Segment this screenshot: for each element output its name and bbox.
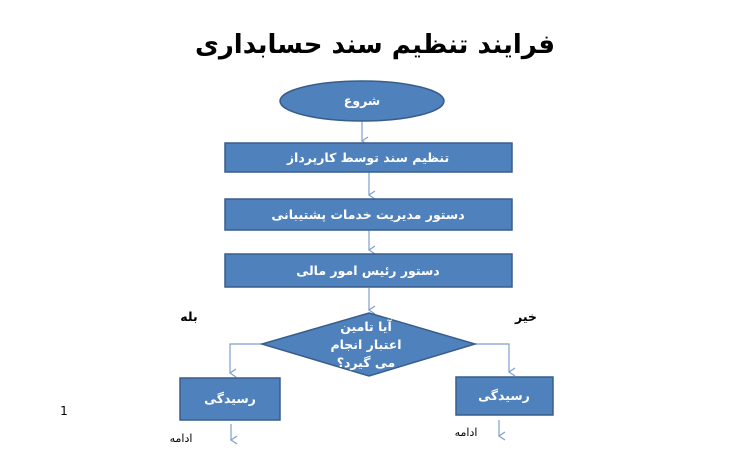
step1-label: تنظیم سند توسط کارپرداز	[286, 150, 450, 165]
arrow-no-branch	[475, 344, 509, 372]
page-number: 1	[60, 404, 68, 418]
process-step-3	[225, 254, 512, 287]
branch-no-label: خیر	[515, 309, 537, 324]
start-label: شروع	[343, 93, 381, 108]
result-node-left	[180, 378, 280, 420]
result-left-label: رسیدگی	[204, 391, 256, 406]
process-step-2	[225, 199, 512, 230]
start-node	[280, 81, 444, 121]
process-step-1	[225, 143, 512, 172]
result-node-right	[456, 377, 553, 415]
result-right-label: رسیدگی	[478, 388, 530, 403]
continue-left-label: ادامه	[169, 432, 193, 445]
continue-right-label: ادامه	[454, 426, 478, 439]
step2-label: دستور مدیریت خدمات پشتیبانی	[271, 207, 465, 222]
decision-line-2: اعتبار انجام	[330, 337, 402, 352]
branch-yes-label: بله	[180, 309, 198, 324]
page-title: فرایند تنظیم سند حسابداری	[194, 30, 555, 60]
decision-line-3: می گیرد؟	[336, 355, 396, 370]
decision-line-1: آیا تامین	[340, 319, 392, 334]
arrow-yes-branch	[230, 344, 262, 373]
decision-node	[262, 313, 475, 376]
step3-label: دستور رئیس امور مالی	[296, 263, 440, 278]
